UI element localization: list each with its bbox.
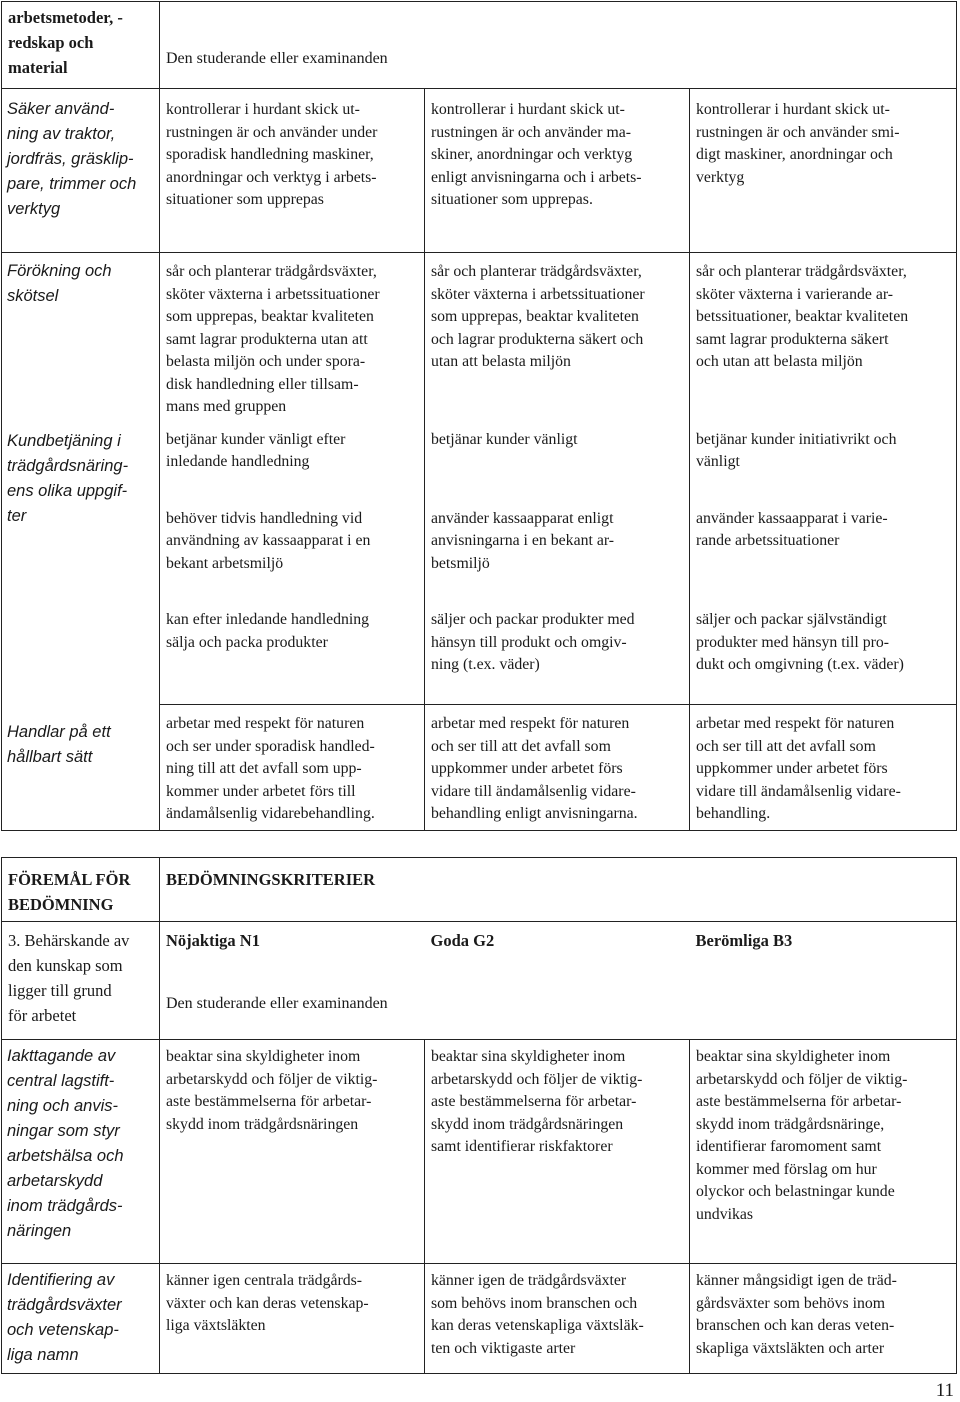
line: FÖREMÅL FÖR [8,870,131,889]
line: betjänar kunder initiativrikt och [696,430,897,448]
spacer [696,474,950,508]
spacer [431,474,683,508]
line: disk handledning eller tillsam- [166,375,359,393]
table-row [2,423,957,705]
line: skydd inom trädgårdsnäringen [431,1115,624,1133]
spacer [696,553,950,576]
line: material [8,58,68,77]
line: verktyg [7,200,61,218]
row-label-safety-law [2,1040,160,1264]
line: arbetarskydd och följer de viktig- [431,1070,643,1088]
line: BEDÖMNING [8,895,114,914]
line: belasta miljön och under spora- [166,353,366,370]
line: uppkommer under arbetet förs [696,760,888,777]
line: vidare till ändamålsenlig vidare- [696,782,901,800]
grade-label: Nöjaktiga N1 [166,931,260,950]
spacer [166,474,418,508]
line: kommer under arbetet förs till [166,782,356,800]
line: arbetarskydd [7,1172,103,1190]
cell-n1 [160,253,425,423]
line: beaktar sina skyldigheter inom [166,1048,361,1065]
line: Förökning och [7,262,112,280]
spacer [696,575,950,609]
line: betjänar kunder vänligt [431,430,578,448]
line: sår och planterar trädgårdsväxter, [166,263,377,280]
line: skapliga växtsläkten och arter [696,1339,885,1357]
line: ens olika uppgif- [7,481,128,500]
spacer [431,575,683,609]
line: olyckor och belastningar kunde [696,1183,895,1200]
line: ning och anvis- [7,1097,118,1115]
line: kontrollerar i hurdant skick ut- [696,101,890,118]
line: ten och viktigaste arter [431,1339,576,1357]
cell-n1 [160,1264,425,1374]
line: arbetarskydd och följer de viktig- [166,1070,378,1088]
line: arbetshälsa och [7,1147,124,1165]
line: branschen och kan deras veten- [696,1317,895,1334]
criteria-table-2 [1,857,957,1374]
line: och lagrar produkterna säkert och [431,330,644,348]
line: produkter med hänsyn till pro- [696,633,890,651]
line: liga växtsläkten [166,1317,266,1334]
line: känner igen centrala trädgårds- [166,1272,363,1289]
line: redskap och [8,33,94,52]
line: säljer och packar självständigt [696,611,887,628]
line: sälja och packa produkter [166,633,328,651]
line: Säker använd- [7,100,115,118]
line: och vetenskap- [7,1321,119,1339]
line: aste bestämmelserna för arbetar- [431,1093,637,1110]
line: säljer och packar produkter med [431,611,635,628]
line: Handlar på ett [7,723,111,741]
line: näringen [7,1222,72,1240]
line: beaktar sina skyldigheter inom [696,1048,891,1065]
spacer [166,575,418,609]
line: anvisningarna i en bekant ar- [431,532,615,549]
line: sköter växterna i arbetssituationer [166,285,380,303]
line: och ser till att det avfall som [431,737,611,755]
line: skötsel [7,287,59,305]
line: central lagstift- [7,1072,115,1090]
line: behöver tidvis handledning vid [166,509,363,527]
line: sköter växterna i arbetssituationer [431,285,645,303]
line: identifierar faromoment samt [696,1138,882,1155]
line: känner igen de trädgårdsväxter [431,1272,627,1289]
line: samt lagrar produkterna utan att [166,330,368,348]
cell-b3 [690,1264,957,1374]
line: betjänar kunder vänligt efter [166,430,346,448]
line: kommer med förslag om hur [696,1160,877,1178]
line: ligger till grund [8,981,112,1000]
line: känner mångsidigt igen de träd- [696,1272,897,1289]
line: rustningen är och använder smi- [696,123,900,141]
line: arbetar med respekt för naturen [431,715,630,732]
line: liga namn [7,1346,79,1364]
grade-label: Goda G2 [430,931,495,950]
line: bekant arbetsmiljö [166,554,284,572]
line: och ser till att det avfall som [696,737,876,755]
cell-n1 [160,423,425,705]
line: använder kassaapparat i varie- [696,509,888,527]
line: gårdsväxter som behövs inom [696,1294,886,1312]
line: arbetar med respekt för naturen [696,715,895,732]
table2-header-row [2,858,957,922]
table1-header-span [160,2,957,89]
line: rustningen är och använder under [166,123,378,141]
line: beaktar sina skyldigheter inom [431,1048,626,1065]
cell-g2 [425,423,690,705]
line: ning av traktor, [7,125,116,143]
line: växter och kan deras vetenskap- [166,1294,369,1312]
line: hållbart sätt [7,748,93,766]
table-row [2,1264,957,1374]
line: använder kassaapparat enligt [431,509,614,527]
table-row [2,253,957,423]
cell-b3 [690,89,957,253]
line: som behövs inom branschen och [431,1294,638,1312]
cell-n1 [160,89,425,253]
line: ningar som styr [7,1122,120,1140]
line: Identifiering av [7,1271,115,1289]
table2-header-left [2,858,160,922]
grade-n1 [160,922,425,1040]
line: ning till att det avfall som upp- [166,760,362,777]
line: rande arbetssituationer [696,532,840,549]
line: betsmiljö [431,554,490,572]
cell-n1 [160,705,425,831]
line: Kundbetjäning i [7,431,121,450]
row-label-safety [2,89,160,253]
line: sporadisk handledning maskiner, [166,146,374,163]
criteria-heading: BEDÖMNINGSKRITERIER [166,870,376,889]
row-label-sustainable [7,720,111,770]
line: betssituationer, beaktar kvaliteten [696,308,909,325]
cell-g2 [425,1040,690,1264]
grade-label: Berömliga B3 [695,931,793,950]
line: enligt anvisningarna och i arbets- [431,168,642,186]
table1-header-left [2,2,160,89]
line: utan att belasta miljön [431,353,571,370]
line: skiner, anordningar och verktyg [431,146,633,163]
line: sår och planterar trädgårdsväxter, [431,263,642,280]
line: pare, trimmer och [7,175,137,193]
line: vänligt [696,453,740,470]
cell-g2 [425,705,690,831]
cell-b3 [690,253,957,423]
cell-g2 [425,1264,690,1374]
line: digt maskiner, anordningar och [696,146,893,163]
page-number: 11 [935,1380,954,1401]
table-row [2,1040,957,1264]
line: verktyg [696,168,745,186]
line: ter [7,506,27,525]
line: kan deras vetenskapliga växtsläk- [431,1317,644,1334]
line: behandling enligt anvisningarna. [431,805,638,822]
line: kan efter inledande handledning [166,611,370,628]
line: kontrollerar i hurdant skick ut- [166,101,360,118]
line: arbetsmetoder, - [8,8,123,27]
line: ändamålsenlig vidarebehandling. [166,805,375,822]
line: inledande handledning [166,453,310,470]
line: användning av kassaapparat i en [166,532,371,549]
table2-header-right [160,858,957,922]
line: behandling. [696,805,771,822]
line: som upprepas, beaktar kvaliteten [431,308,639,325]
table1-header-row [2,2,957,89]
line: arbetar med respekt för naturen [166,715,365,732]
grade-g2 [425,922,690,1040]
line: hänsyn till produkt och omgiv- [431,633,627,651]
row-label-plant-identification [2,1264,160,1374]
line: situationer som upprepas [166,191,324,208]
grade-b3 [690,922,957,1040]
line: vidare till ändamålsenlig vidare- [431,782,636,800]
line: kontrollerar i hurdant skick ut- [431,101,625,118]
line: arbetarskydd och följer de viktig- [696,1070,908,1088]
row-label-propagation [2,253,160,423]
line: samt identifierar riskfaktorer [431,1138,613,1155]
criteria-table-1 [1,1,957,831]
line: sköter växterna i varierande ar- [696,285,894,303]
line: trädgårdsväxter [7,1296,122,1314]
cell-b3 [690,423,957,705]
line: trädgårdsnäring- [7,456,129,475]
table2-grade-row [2,922,957,1040]
subject-text: Den studerande eller examinanden [166,50,388,67]
line: sår och planterar trädgårdsväxter, [696,263,907,280]
line: inom trädgårds- [7,1197,123,1215]
line: jordfräs, gräsklip- [7,150,134,168]
table-row [2,89,957,253]
line: rustningen är och använder ma- [431,123,632,141]
cell-g2 [425,253,690,423]
spacer [431,451,683,474]
line: aste bestämmelserna för arbetar- [696,1093,902,1110]
line: aste bestämmelserna för arbetar- [166,1093,372,1110]
line: anordningar och verktyg i arbets- [166,168,377,186]
line: undvikas [696,1205,754,1223]
table2-subject [166,991,388,1016]
line: och utan att belasta miljön [696,353,863,370]
cell-b3 [690,1040,957,1264]
line: dukt och omgivning (t.ex. väder) [696,656,904,673]
line: för arbetet [8,1006,77,1025]
line: uppkommer under arbetet förs [431,760,623,777]
line: och ser under sporadisk handled- [166,737,375,755]
line: samt lagrar produkterna säkert [696,330,889,348]
line: situationer som upprepas. [431,191,593,208]
line: skydd inom trädgårdsnäringen [166,1115,359,1133]
line: mans med gruppen [166,398,287,415]
line: 3. Behärskande av [8,931,130,950]
section-label [2,922,160,1040]
line: ning (t.ex. väder) [431,656,540,673]
line: skydd inom trädgårdsnäringe, [696,1115,885,1133]
line: den kunskap som [8,956,123,975]
cell-b3 [690,705,957,831]
line: som upprepas, beaktar kvaliteten [166,308,374,325]
cell-g2 [425,89,690,253]
line: Iakttagande av [7,1047,116,1065]
subject-text: Den studerande eller examinanden [166,995,388,1012]
cell-n1 [160,1040,425,1264]
